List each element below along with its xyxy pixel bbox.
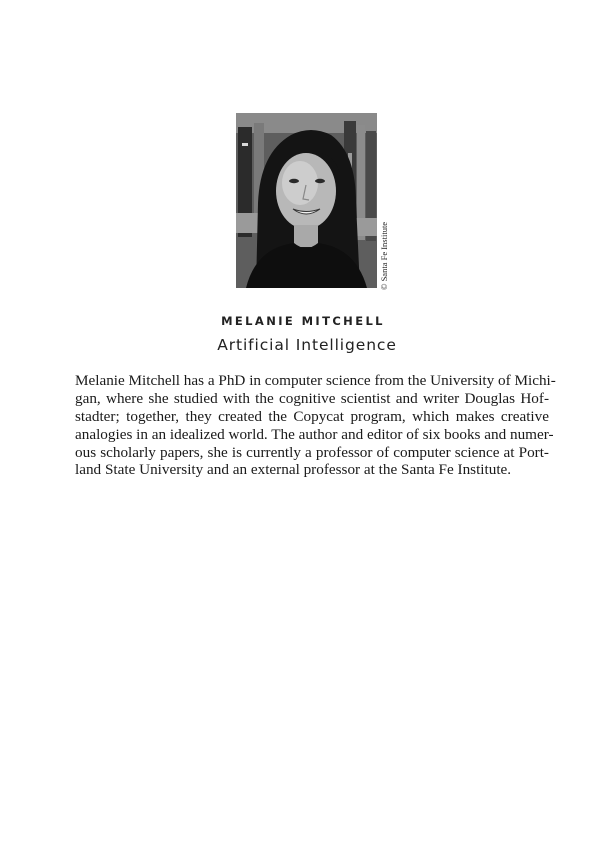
bio-line: analogies in an idealized world. The author and editor of six books and numer-	[75, 425, 554, 443]
bio-line: land State University and an external professor at the Santa Fe Institute.	[75, 461, 512, 479]
chapter-title: Artificial Intelligence	[217, 336, 397, 354]
bio-line: Melanie Mitchell has a PhD in computer science from the University of Michi-	[75, 372, 556, 389]
author-photo-container	[236, 113, 377, 288]
author-name: MELANIE MITCHELL	[221, 314, 385, 328]
bio-line: stadter; together, they created the Copycat program, which makes creative	[75, 407, 549, 425]
bio-line: gan, where she studied with the cognitive scientist and writer Douglas Hof-	[75, 389, 549, 407]
photo-credit: © Santa Fe Institute	[379, 221, 389, 290]
author-photo	[236, 113, 377, 288]
bio-line: ous scholarly papers, she is currently a professor of computer science at Port-	[75, 443, 549, 461]
author-bio	[75, 372, 556, 479]
